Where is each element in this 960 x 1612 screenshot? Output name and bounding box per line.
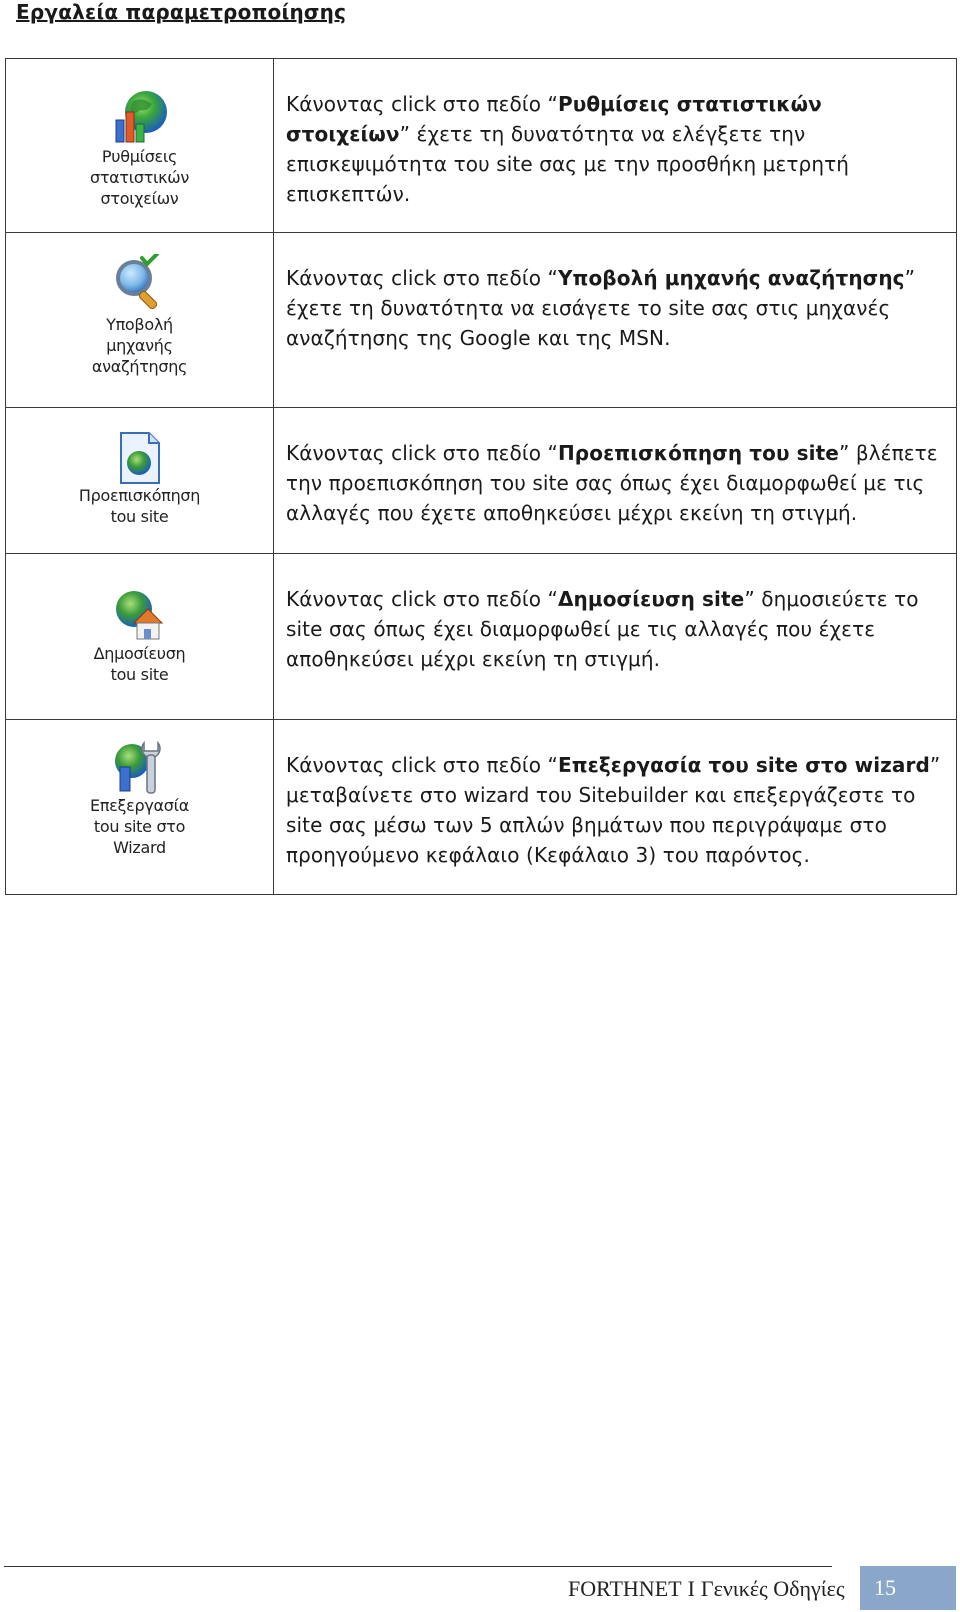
description-cell [274,720,957,895]
icon-cell [6,554,274,720]
field-name: Δημοσίευση site [557,587,745,611]
table-row [6,554,957,720]
tools-table [5,58,957,895]
footer-rule [4,1566,832,1567]
icon-label: Προεπισκόπηση tou site [78,486,201,526]
description-text: Κάνοντας click στο πεδίο “ [286,753,558,777]
page-heading: Εργαλεία παραμετροποίησης [16,0,347,24]
globe-wrench-icon [112,741,168,795]
field-name: Ρυθμίσεις στατιστικών στοιχείων [286,92,822,146]
description-cell [274,233,957,408]
table-row [6,59,957,233]
icon-cell [6,233,274,408]
description-text: Κάνοντας click στο πεδίο “ [286,266,558,290]
description-text: ” έχετε τη δυνατότητα να εισάγετε το site σας στις μηχανές αναζήτησης της Google και της MSN. [286,266,916,350]
description-text: Κάνοντας click στο πεδίο “ [286,92,558,116]
field-name: Προεπισκόπηση του site [557,441,839,465]
magnifier-globe-icon [112,254,168,314]
page-number: 15 [860,1566,956,1610]
description-text: Κάνοντας click στο πεδίο “ [286,441,558,465]
description-text: ” έχετε τη δυνατότητα να ελέγξετε την επισκεψιμότητα του site σας με την προσθήκη μετρητή επισκεπτών. [286,122,850,206]
table-row [6,233,957,408]
footer-section: Γενικές Οδηγίες [700,1576,845,1601]
description-cell [274,554,957,720]
icon-label: Ρυθμίσεις στατιστικών στοιχείων [89,147,190,208]
page-globe-icon [117,431,163,485]
table-row [6,408,957,554]
footer-text [568,1576,845,1602]
description-cell [274,59,957,233]
icon-label: Επεξεργασία tou site στο Wizard [90,796,189,857]
footer-separator: I [687,1576,695,1601]
icon-cell [6,408,274,554]
field-name: Επεξεργασία του site στο wizard [557,753,930,777]
table-row [6,720,957,895]
icon-cell [6,59,274,233]
description-text: ” μεταβαίνετε στο wizard του Sitebuilder και επεξεργάζεστε το site σας μέσω των 5 απλών βημάτων που περιγράψαμε στο προηγούμενο κεφάλαιο (Κεφάλαιο 3) του παρόντος. [286,753,941,867]
footer-brand: FORTHNET [568,1576,682,1601]
description-text: ” βλέπετε την προεπισκόπηση του site σας όπως έχει διαμορφωθεί με τις αλλαγές που έχετε αποθηκεύσει μέχρι εκείνη τη στιγμή. [286,441,938,525]
icon-label: Υποβολή μηχανής αναζήτησης [91,315,188,376]
icon-label: Δημοσίευση tou site [93,644,186,684]
description-cell [274,408,957,554]
description-text: ” δημοσιεύετε το site σας όπως έχει διαμορφωθεί με τις αλλαγές που έχετε αποθηκεύσει μέχρι εκείνη τη στιγμή. [286,587,919,671]
stats-chart-globe-icon [110,88,170,146]
icon-cell [6,720,274,895]
globe-house-icon [112,587,168,643]
field-name: Υποβολή μηχανής αναζήτησης [557,266,905,290]
description-text: Κάνοντας click στο πεδίο “ [286,587,558,611]
